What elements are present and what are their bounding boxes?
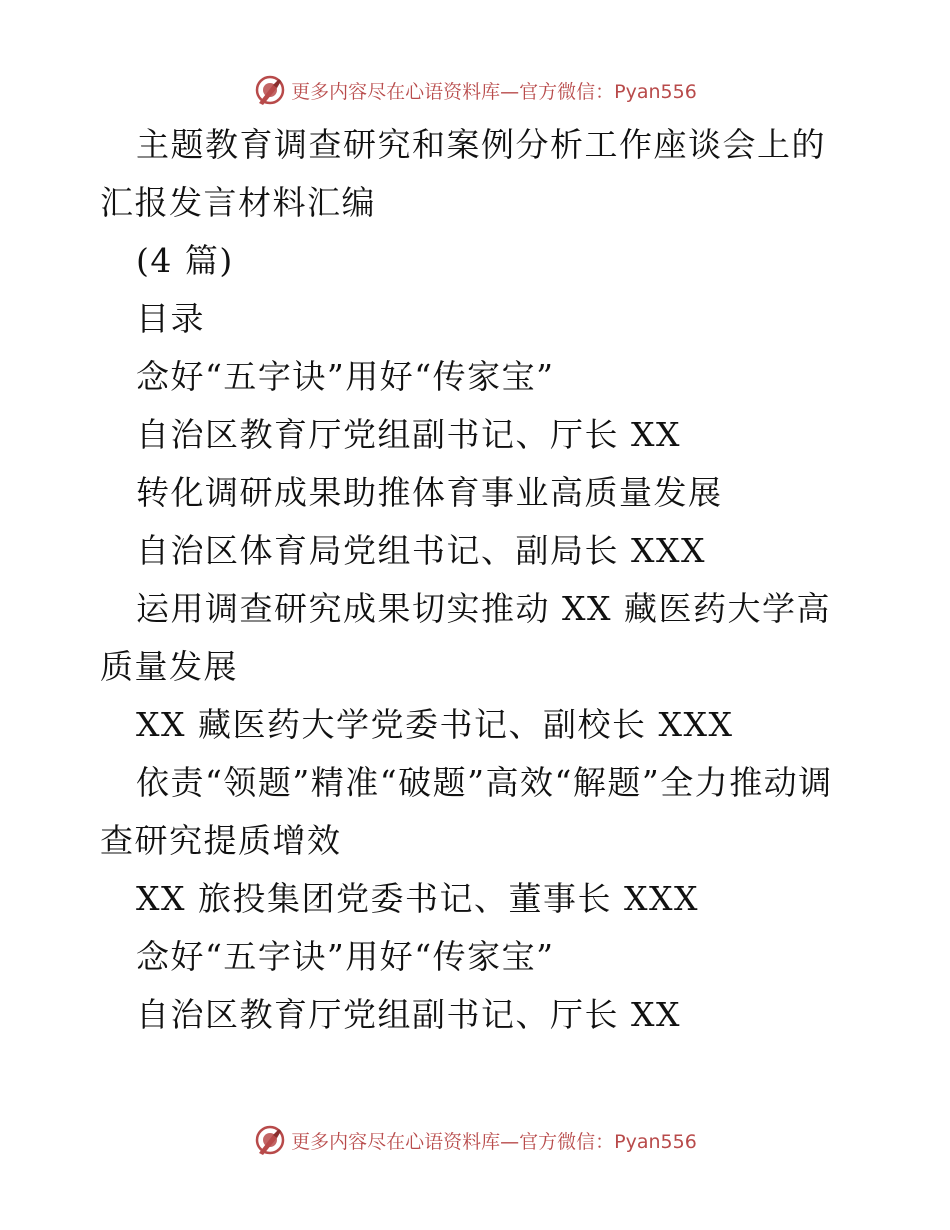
pen-logo-icon (253, 1123, 287, 1157)
watermark-dash: — (500, 80, 520, 103)
toc-item: 依责“领题”精准“破题”高效“解题”全力推动调查研究提质增效 (100, 763, 833, 860)
pen-logo-icon (253, 73, 287, 107)
watermark-contact: 官方微信：Pyan556 (519, 1130, 697, 1153)
watermark-brand: 更多内容尽在心语资料库 (291, 80, 501, 103)
toc-item: 自治区体育局党组书记、副局长 XXX (136, 531, 706, 570)
toc-item: 自治区教育厅党组副书记、厅长 XX (136, 995, 681, 1034)
toc-item: 念好“五字诀”用好“传家宝” (136, 357, 555, 396)
header-watermark (0, 70, 950, 110)
toc-heading: 目录 (136, 299, 205, 338)
document-body (100, 116, 860, 1044)
toc-item: 转化调研成果助推体育事业高质量发展 (136, 473, 723, 512)
toc-item: XX 藏医药大学党委书记、副校长 XXX (136, 705, 734, 744)
toc-item: 念好“五字诀”用好“传家宝” (136, 937, 555, 976)
toc-item: 运用调查研究成果切实推动 XX 藏医药大学高质量发展 (100, 589, 831, 686)
watermark-contact: 官方微信：Pyan556 (519, 80, 697, 103)
toc-item: XX 旅投集团党委书记、董事长 XXX (136, 879, 699, 918)
watermark-dash: — (500, 1130, 520, 1153)
toc-item: 自治区教育厅党组副书记、厅长 XX (136, 415, 681, 454)
article-count: (4 篇) (136, 241, 234, 280)
document-title: 主题教育调查研究和案例分析工作座谈会上的汇报发言材料汇编 (100, 125, 826, 222)
watermark-brand: 更多内容尽在心语资料库 (291, 1130, 501, 1153)
footer-watermark (0, 1120, 950, 1160)
